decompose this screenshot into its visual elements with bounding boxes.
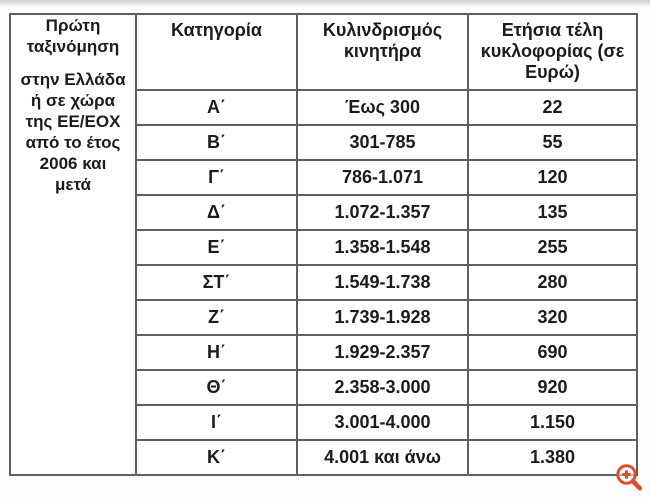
fee-cell: 255	[468, 230, 637, 265]
displacement-cell: 1.929-2.357	[297, 335, 468, 370]
col-header-category: Κατηγορία	[136, 14, 297, 90]
zoom-in-icon[interactable]	[603, 456, 643, 496]
fee-cell: 120	[468, 160, 637, 195]
side-header-gap	[11, 57, 135, 69]
displacement-cell: 301-785	[297, 125, 468, 160]
top-edge-shadow	[0, 0, 650, 7]
fee-cell: 1.380	[468, 440, 637, 475]
side-header-cell	[10, 14, 136, 475]
fee-cell: 22	[468, 90, 637, 125]
displacement-cell: Έως 300	[297, 90, 468, 125]
category-cell: Ε΄	[136, 230, 297, 265]
category-cell: Α΄	[136, 90, 297, 125]
displacement-cell: 1.072-1.357	[297, 195, 468, 230]
fee-cell: 135	[468, 195, 637, 230]
side-header-line: ταξινόμηση	[26, 37, 120, 56]
displacement-cell: 3.001-4.000	[297, 405, 468, 440]
circulation-fees-table	[9, 13, 638, 476]
fee-cell: 55	[468, 125, 637, 160]
side-header-line: της ΕΕ/ΕΟΧ	[25, 112, 121, 131]
side-header-line: ή σε χώρα	[30, 91, 116, 110]
displacement-cell: 786-1.071	[297, 160, 468, 195]
side-header-line: μετά	[54, 175, 92, 194]
header-row	[10, 14, 637, 90]
fee-cell: 920	[468, 370, 637, 405]
displacement-cell: 2.358-3.000	[297, 370, 468, 405]
fee-cell: 280	[468, 265, 637, 300]
fee-cell: 690	[468, 335, 637, 370]
side-header-line: 2006 και	[39, 154, 107, 173]
category-cell: Δ΄	[136, 195, 297, 230]
category-cell: Η΄	[136, 335, 297, 370]
side-header-line: στην Ελλάδα	[20, 70, 126, 89]
col-header-fee: Ετήσια τέλη κυκλοφορίας (σε Ευρώ)	[468, 14, 637, 90]
displacement-cell: 1.739-1.928	[297, 300, 468, 335]
col-header-displacement: Κυλινδρισμός κινητήρα	[297, 14, 468, 90]
displacement-cell: 1.358-1.548	[297, 230, 468, 265]
category-cell: Ζ΄	[136, 300, 297, 335]
category-cell: Ι΄	[136, 405, 297, 440]
category-cell: Β΄	[136, 125, 297, 160]
fee-cell: 1.150	[468, 405, 637, 440]
fee-cell: 320	[468, 300, 637, 335]
displacement-cell: 1.549-1.738	[297, 265, 468, 300]
category-cell: Θ΄	[136, 370, 297, 405]
side-header-line: από το έτος	[25, 133, 121, 152]
displacement-cell: 4.001 και άνω	[297, 440, 468, 475]
side-header-line: Πρώτη	[45, 16, 101, 35]
category-cell: Γ΄	[136, 160, 297, 195]
category-cell: Κ΄	[136, 440, 297, 475]
category-cell: ΣΤ΄	[136, 265, 297, 300]
